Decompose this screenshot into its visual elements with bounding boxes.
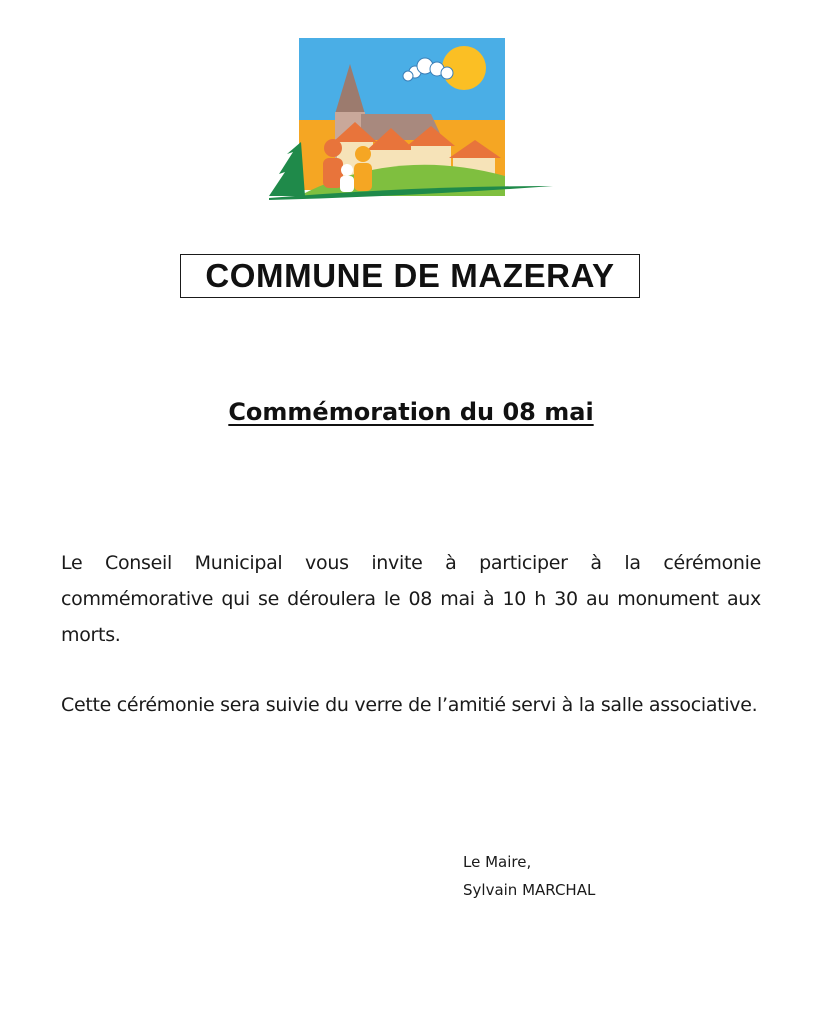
village-church-sun-logo <box>265 36 555 202</box>
event-title: Commémoration du 08 mai <box>228 398 594 426</box>
invitation-paragraph: Le Conseil Municipal vous invite à participer à la cérémonie commémorative qui se déroulera le 08 mai à 10 h 30 au monument aux morts. <box>61 552 761 646</box>
commune-title-box <box>180 254 640 298</box>
signature-block <box>463 848 595 904</box>
commune-title: COMMUNE DE MAZERAY <box>205 257 615 294</box>
reception-paragraph: Cette cérémonie sera suivie du verre de l’amitié servi à la salle associative. <box>61 694 758 716</box>
signature-name: Sylvain MARCHAL <box>463 881 596 899</box>
logo-tree <box>269 142 305 196</box>
signature-role: Le Maire, <box>463 853 532 871</box>
